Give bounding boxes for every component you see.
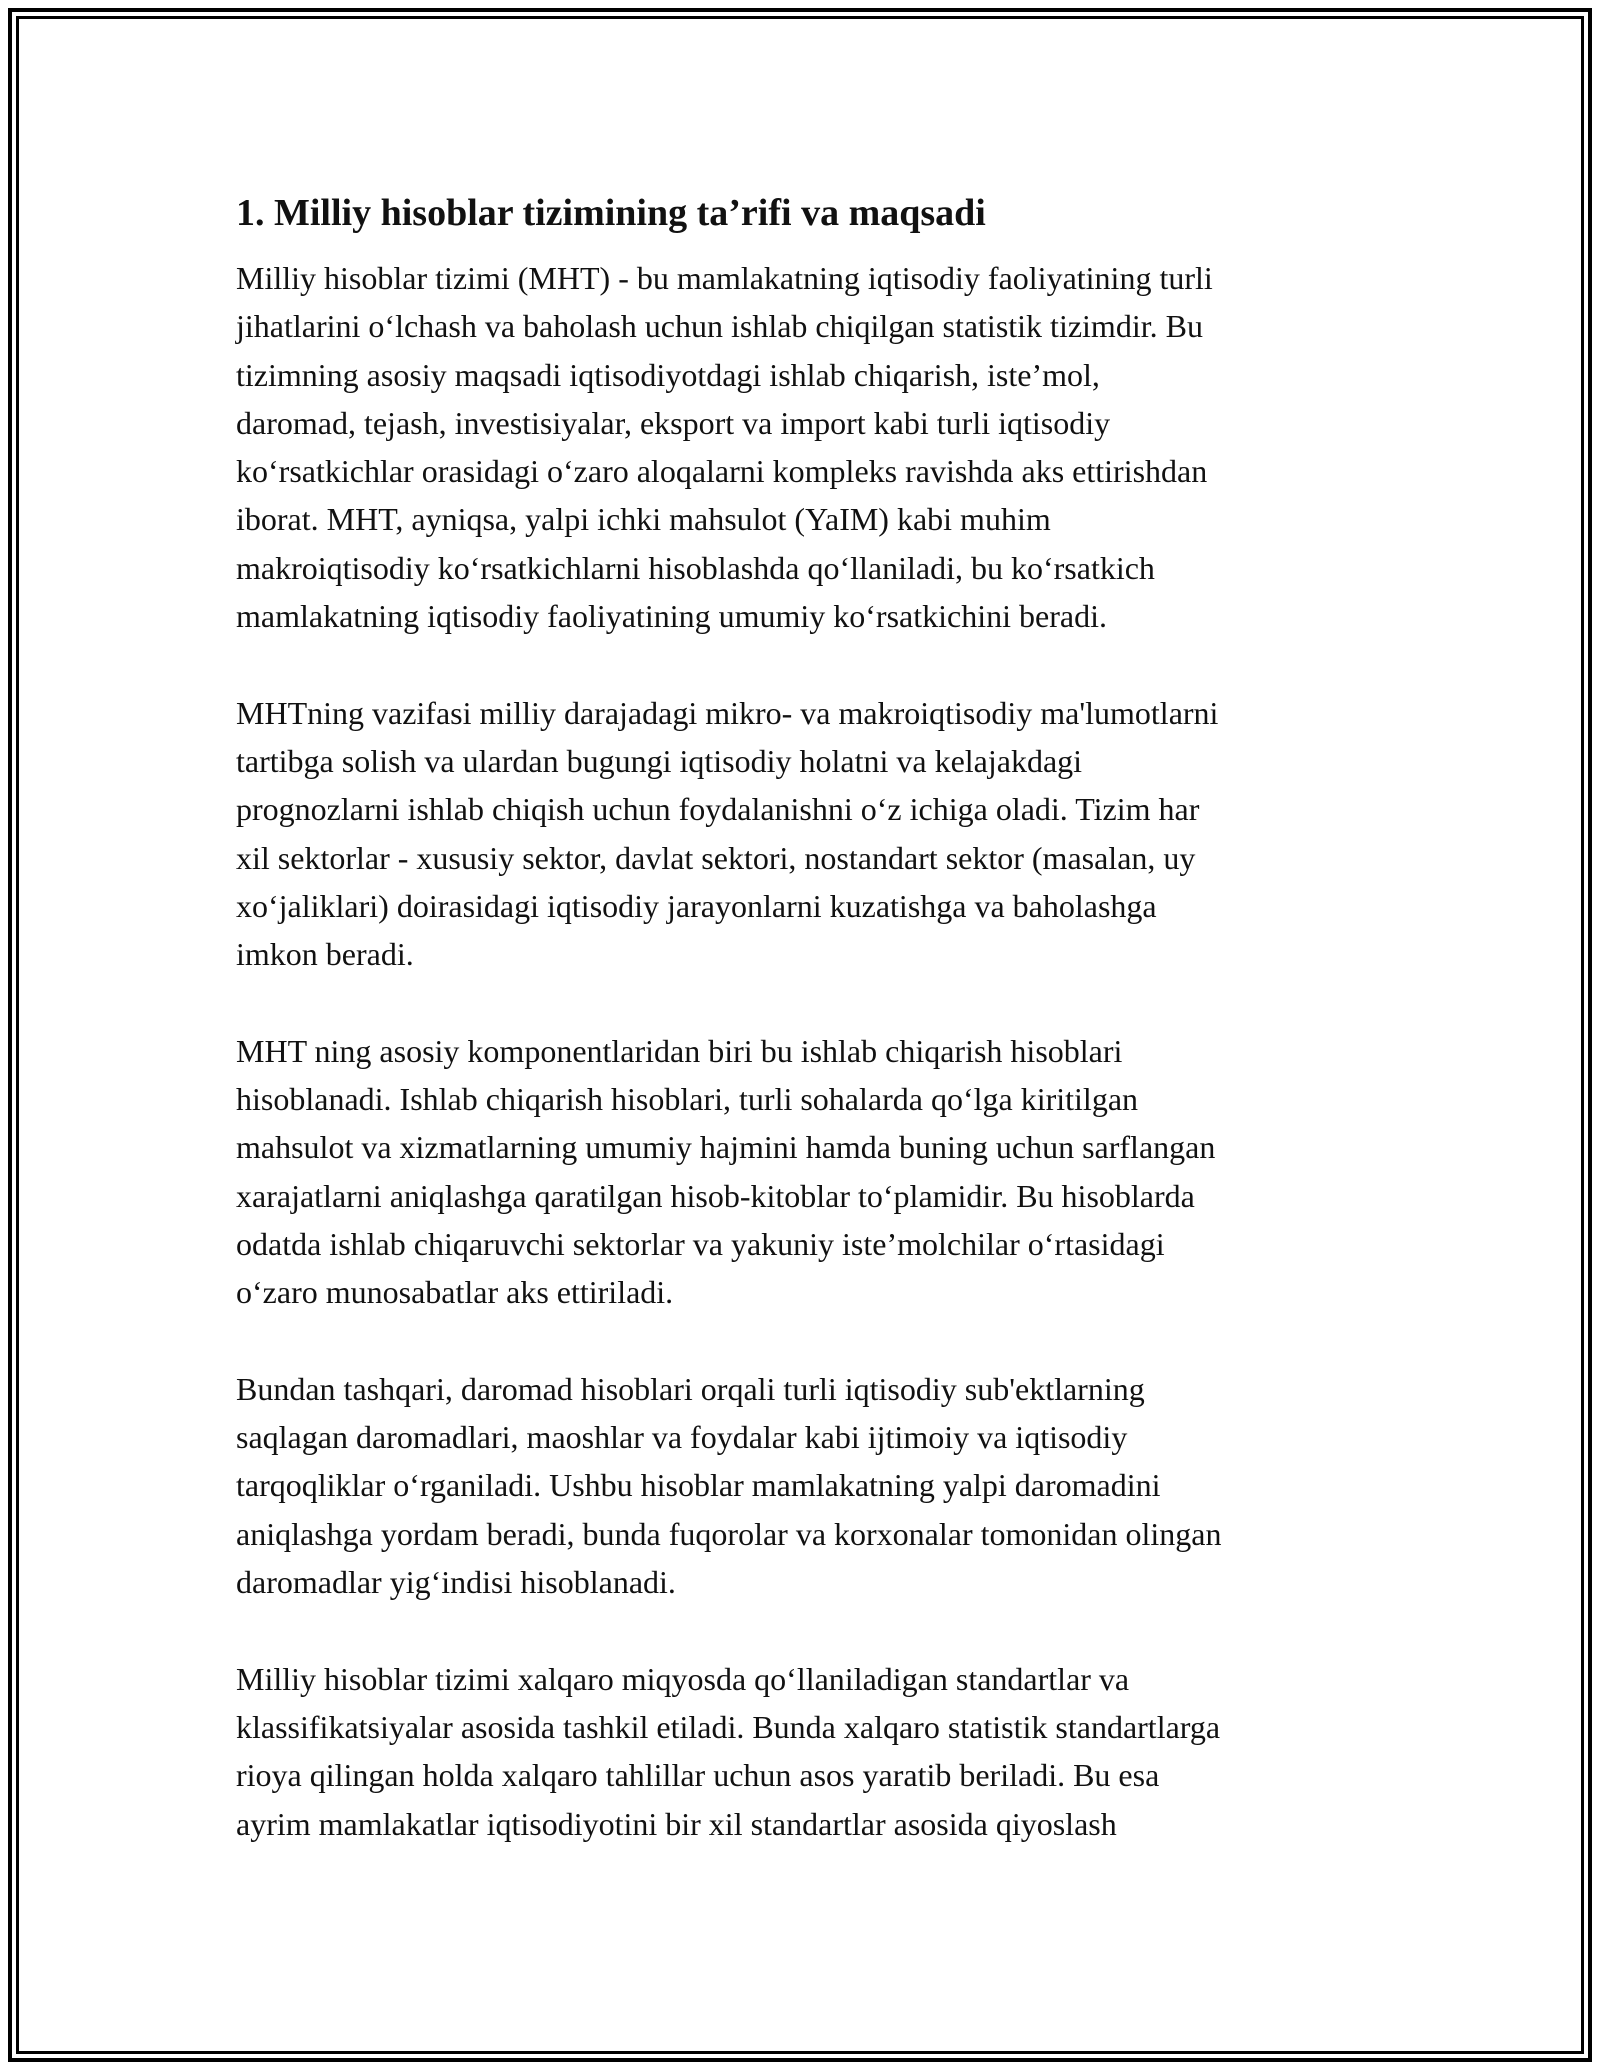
paragraph-line: tizimning asosiy maqsadi iqtisodiyotdagi ishlab chiqarish, iste’mol, <box>236 356 1100 393</box>
paragraph <box>236 1655 1376 1848</box>
paragraph-line: daromadlar yig‘indisi hisoblanadi. <box>236 1564 676 1601</box>
paragraph-line: Bundan tashqari, daromad hisoblari orqali turli iqtisodiy sub'ektlarning <box>236 1370 1145 1407</box>
paragraph-line: MHT ning asosiy komponentlaridan biri bu ishlab chiqarish hisoblari <box>236 1032 1123 1069</box>
paragraph-line: xil sektorlar - xususiy sektor, davlat sektori, nostandart sektor (masalan, uy <box>236 839 1196 876</box>
paragraph-line: Milliy hisoblar tizimi (MHT) - bu mamlakatning iqtisodiy faoliyatining turli <box>236 260 1213 296</box>
paragraph <box>236 689 1376 979</box>
paragraph <box>236 254 1376 640</box>
paragraph-line: xarajatlarni aniqlashga qaratilgan hisob-kitoblar to‘plamidir. Bu hisoblarda <box>236 1177 1195 1214</box>
paragraph-line: mamlakatning iqtisodiy faoliyatining umumiy ko‘rsatkichini beradi. <box>236 598 1107 635</box>
paragraph-line: jihatlarini o‘lchash va baholash uchun ishlab chiqilgan statistik tizimdir. Bu <box>236 308 1203 345</box>
paragraph-line: ayrim mamlakatlar iqtisodiyotini bir xil standartlar asosida qiyoslash <box>236 1805 1117 1842</box>
paragraph-line: iborat. MHT, ayniqsa, yalpi ichki mahsulot (YaIM) kabi muhim <box>236 501 1051 538</box>
paragraph-line: prognozlarni ishlab chiqish uchun foydalanishni o‘z ichiga oladi. Tizim har <box>236 791 1200 828</box>
section-title: 1. Milliy hisoblar tizimining ta’rifi va maqsadi <box>236 192 986 234</box>
paragraph-line: odatda ishlab chiqaruvchi sektorlar va yakuniy iste’molchilar o‘rtasidagi <box>236 1225 1165 1262</box>
paragraph <box>236 1365 1376 1606</box>
paragraph-line: aniqlashga yordam beradi, bunda fuqorolar va korxonalar tomonidan olingan <box>236 1515 1222 1552</box>
paragraph-line: xo‘jaliklari) doirasidagi iqtisodiy jarayonlarni kuzatishga va baholashga <box>236 887 1157 924</box>
paragraph-line: daromad, tejash, investisiyalar, eksport va import kabi turli iqtisodiy <box>236 404 1111 441</box>
paragraph-line: MHTning vazifasi milliy darajadagi mikro- va makroiqtisodiy ma'lumotlarni <box>236 694 1219 731</box>
paragraph-line: o‘zaro munosabatlar aks ettiriladi. <box>236 1274 674 1311</box>
paragraph-line: imkon beradi. <box>236 936 414 973</box>
paragraph-line: mahsulot va xizmatlarning umumiy hajmini hamda buning uchun sarflangan <box>236 1129 1216 1166</box>
paragraph-line: Milliy hisoblar tizimi xalqaro miqyosda qo‘llaniladigan standartlar va <box>236 1660 1130 1697</box>
paragraph-line: saqlagan daromadlari, maoshlar va foydalar kabi ijtimoiy va iqtisodiy <box>236 1419 1128 1456</box>
document-body <box>236 186 1376 1848</box>
paragraph-line: makroiqtisodiy ko‘rsatkichlarni hisoblashda qo‘llaniladi, bu ko‘rsatkich <box>236 549 1155 586</box>
paragraph-list <box>236 254 1376 1848</box>
paragraph-line: ko‘rsatkichlar orasidagi o‘zaro aloqalarni kompleks ravishda aks ettirishdan <box>236 453 1208 490</box>
paragraph-line: tartibga solish va ulardan bugungi iqtisodiy holatni va kelajakdagi <box>236 742 1083 779</box>
paragraph-line: tarqoqliklar o‘rganiladi. Ushbu hisoblar mamlakatning yalpi daromadini <box>236 1467 1161 1504</box>
paragraph-line: klassifikatsiyalar asosida tashkil etiladi. Bunda xalqaro statistik standartlarga <box>236 1708 1221 1745</box>
paragraph <box>236 1027 1376 1317</box>
paragraph-line: rioya qilingan holda xalqaro tahlillar uchun asos yaratib beriladi. Bu esa <box>236 1757 1160 1794</box>
paragraph-line: hisoblanadi. Ishlab chiqarish hisoblari, turli sohalarda qo‘lga kiritilgan <box>236 1081 1139 1118</box>
